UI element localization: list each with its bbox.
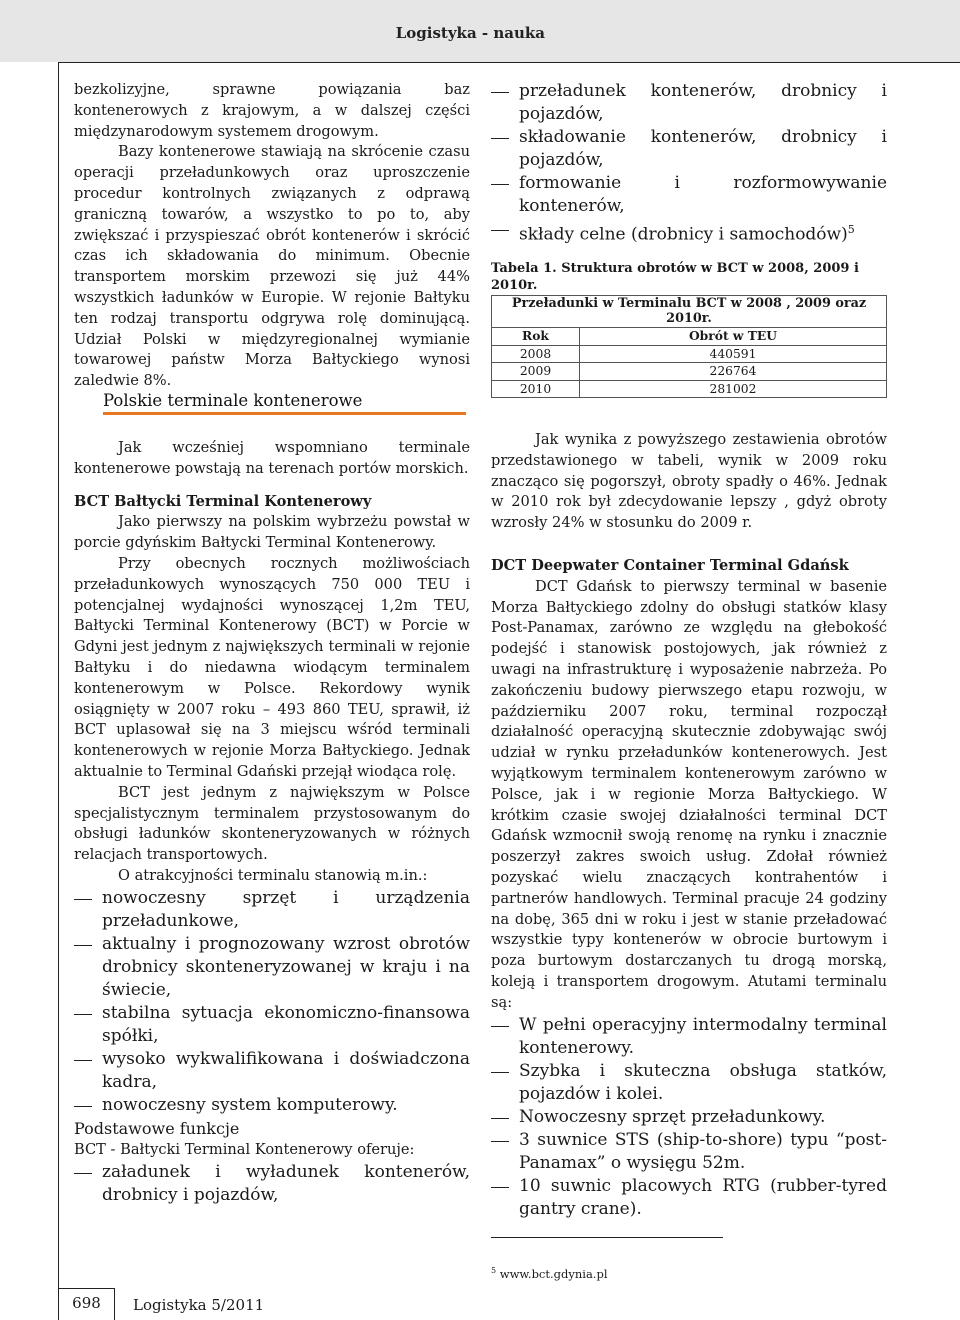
functions-heading: Podstawowe funkcje [74, 1118, 240, 1138]
footnote-ref: 5 [847, 223, 855, 236]
left-column-top [74, 80, 470, 392]
list-item: nowoczesny system komputerowy. [74, 1094, 470, 1117]
attractions-intro: O atrakcyjności terminalu stanowią m.in.: [118, 866, 428, 884]
bct-paragraph-1: Jako pierwszy na polskim wybrzeżu powstał w porcie gdyńskim Bałtycki Terminal Kontenerowy. [74, 513, 470, 552]
table-cell: 226764 [580, 363, 887, 381]
section-title: Polskie terminale kontenerowe [103, 391, 363, 410]
list-item-text: składy celne (drobnicy i samochodów) [519, 224, 848, 245]
list-item: wysoko wykwalifikowana i doświadczona kadra, [74, 1048, 470, 1094]
list-item: składowanie kontenerów, drobnicy i pojazdów, [491, 126, 887, 172]
list-item: przeładunek kontenerów, drobnicy i pojazdów, [491, 80, 887, 126]
table-cell: 2008 [492, 345, 580, 363]
functions-intro: BCT - Bałtycki Terminal Kontenerowy oferuje: [74, 1140, 415, 1158]
table-caption: Tabela 1. Struktura obrotów w BCT w 2008, 2009 i 2010r. [491, 261, 859, 293]
list-item: Szybka i skuteczna obsługa statków, pojazdów i kolei. [491, 1060, 887, 1106]
list-item [491, 218, 887, 247]
section-title-underline [103, 412, 466, 415]
footnote-divider [491, 1237, 723, 1238]
running-header: Logistyka - nauka [395, 24, 545, 42]
table-header-teu: Obrót w TEU [580, 328, 887, 346]
turnover-table [491, 295, 887, 398]
right-column-top [491, 80, 887, 247]
footnote-text: www.bct.gdynia.pl [499, 1266, 608, 1281]
footnote-number: 5 [491, 1266, 497, 1275]
intro-paragraph-1: bezkolizyjne, sprawne powiązania baz kontenerowych z krajowym, a w dalszej części międzynarodowym systemem drogowym. [74, 81, 470, 140]
list-item: W pełni operacyjny intermodalny terminal kontenerowy. [491, 1014, 887, 1060]
summary-paragraph: Jak wynika z powyższego zestawienia obrotów przedstawionego w tabeli, wynik w 2009 roku znacząco się pogorszył, obroty spadły o 46%. Jednak w 2010 rok był zdecydowanie lepszy , gdyż obroty wzrosły 24% w stosunku do 2009 r. [491, 431, 887, 532]
bct-paragraph-2: Przy obecnych rocznych możliwościach przeładunkowych wynoszących 750 000 TEU i potencjalnej wydajności wynoszącej 1,2m TEU, Bałtycki Terminal Kontenerowy (BCT) w Porcie w Gdyni jest jednym z największych terminali w rejonie Bałtyku i do niedawna wiodącym terminalem kontenerowym w Polsce. Rekordowy wynik osiągnięty w 2007 roku – 493 860 TEU, sprawił, iż BCT uplasował się na 3 miejscu wśród terminali kontenerowych w rejonie Morza Bałtyckiego. Jednak aktualnie to Terminal Gdański przejął wiodąca rolę. [74, 554, 470, 780]
table-row [492, 380, 887, 398]
functions-list-left [74, 1161, 470, 1207]
list-item: formowanie i rozformowywanie kontenerów, [491, 172, 887, 218]
list-item: Nowoczesny sprzęt przeładunkowy. [491, 1106, 887, 1129]
table-row [492, 345, 887, 363]
intro-paragraph-2: Bazy kontenerowe stawiają na skrócenie czasu operacji przeładunkowych oraz uproszczenie procedur kontrolnych związanych z odprawą graniczną towarów, a wszystko to po to, aby zwiększać i przyspieszać obrót kontenerów i skrócić czas ich składowania do minimum. Obecnie transportem morskim przewozi się już 44% wszystkich ładunków w Europie. W rejonie Bałtyku ten rodzaj transportu odgrywa rolę dominującą. Udział Polski w międzyregionalnej wymianie towarowej państw Morza Bałtyckiego wynosi zaledwie 8%. [74, 143, 470, 390]
table-title: Przeładunki w Terminalu BCT w 2008 , 2009 oraz 2010r. [492, 296, 887, 328]
footnote [491, 1266, 608, 1281]
bct-paragraph-3: BCT jest jednym z największym w Polsce specjalistycznym terminalem przystosowanym do obsługi ładunków skonteneryzowanych w różnych relacjach transportowych. [74, 783, 470, 864]
left-column-bottom [74, 438, 470, 1207]
issue-label: Logistyka 5/2011 [133, 1296, 265, 1314]
list-item: 3 suwnice STS (ship-to-shore) typu “post-Panamax” o wysięgu 52m. [491, 1129, 887, 1175]
functions-list-right [491, 80, 887, 247]
attractions-list [74, 887, 470, 1117]
table-cell: 440591 [580, 345, 887, 363]
table-cell: 2010 [492, 380, 580, 398]
list-item: załadunek i wyładunek kontenerów, drobnicy i pojazdów, [74, 1161, 470, 1207]
table-header-year: Rok [492, 328, 580, 346]
list-item: stabilna sytuacja ekonomiczno-finansowa spółki, [74, 1002, 470, 1048]
list-item: 10 suwnic placowych RTG (rubber-tyred gantry crane). [491, 1175, 887, 1221]
dct-heading: DCT Deepwater Container Terminal Gdańsk [491, 556, 849, 574]
table-cell: 2009 [492, 363, 580, 381]
dct-paragraph: DCT Gdańsk to pierwszy terminal w basenie Morza Bałtyckiego zdolny do obsługi statków klasy Post-Panamax, zarówno ze względu na głebokość podejść i stanowisk postojowych, jak również z uwagi na infrastrukturę i wyposażenie nabrzeża. Po zakończeniu budowy pierwszego etapu rozwoju, w październiku 2007 roku, terminal rozpoczął działalność operacyjną skutecznie zdobywając swój udział w rynku przeładunków kontenerowych. Jest wyjątkowym terminalem kontenerowym zarówno w Polsce, jak i w regionie Morza Bałtyckiego. W krótkim czasie swojej działalności terminal DCT Gdańsk wzmocnił swoją renomę na rynku i znacznie poszerzył zakres swoich usług. Zdołał również pozyskać wielu znaczących kontrahentów i partnerów handlowych. Terminal pracuje 24 godziny na dobę, 365 dni w roku i jest w stanie przeładować wszystkie typy kontenerów w obrocie burtowym i poza burtowym dostarczanych tu drogą morską, koleją i transportem drogowym. Atutami terminalu są: [491, 577, 887, 1011]
assets-list [491, 1014, 887, 1221]
list-item: nowoczesny sprzęt i urządzenia przeładunkowe, [74, 887, 470, 933]
right-column-bottom [491, 430, 887, 1221]
list-item: aktualny i prognozowany wzrost obrotów drobnicy skonteneryzowanej w kraju i na świecie, [74, 933, 470, 1002]
table-cell: 281002 [580, 380, 887, 398]
bct-heading: BCT Bałtycki Terminal Kontenerowy [74, 492, 372, 510]
terminals-paragraph: Jak wcześniej wspomniano terminale kontenerowe powstają na terenach portów morskich. [74, 439, 470, 477]
table-wrapper [491, 295, 887, 398]
page-number: 698 [58, 1288, 115, 1320]
table-row [492, 363, 887, 381]
